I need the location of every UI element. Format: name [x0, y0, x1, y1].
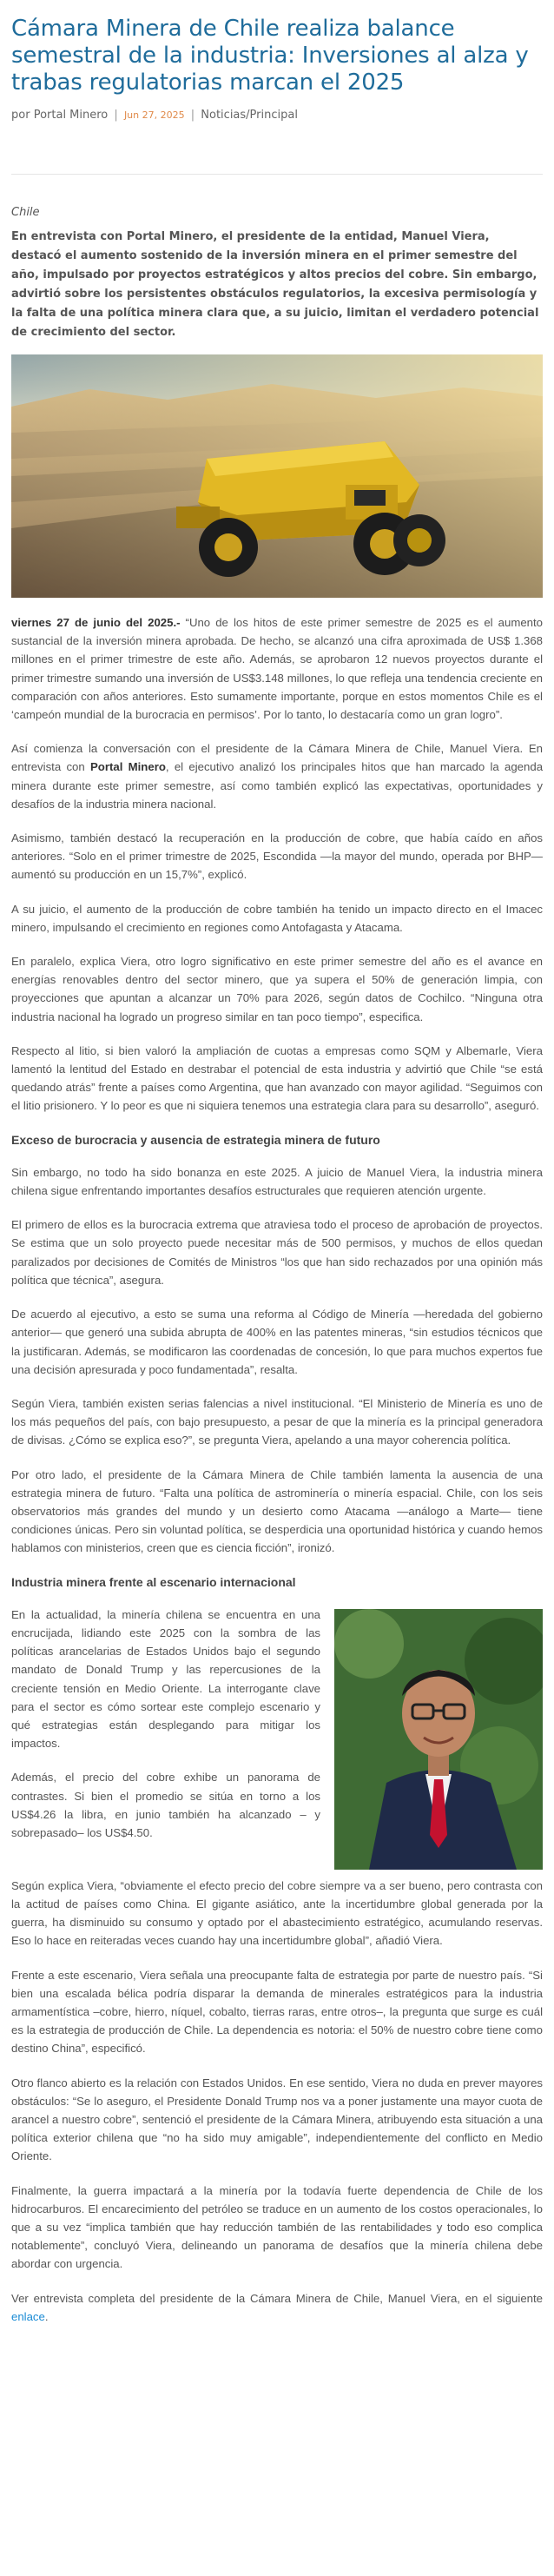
hero-image-mining-truck	[11, 354, 543, 598]
paragraph-text: “Uno de los hitos de este primer semestre de 2025 es el aumento sustancial de la inversión minera aprobada. De hecho, se alcanzó una cifra aproximada de US$ 1.368 millones en el primer trimestre de este año. Además, se aprobaron 12 nuevos proyectos durante el primer trimestre sumando una inversión de US$3.148 millones, lo que refleja una tendencia creciente en comparación con años anteriores. Esto sumamente importante, porque en estos momentos Chile es el ‘campeón mundial de la burocracia en permisos’. Por lo tanto, lo destacaría como un gran logro”.	[11, 616, 543, 722]
paragraph-text: Así comienza la conversación con el presidente de la Cámara Minera de Chile, Manuel Viera. En entrevista con	[11, 742, 543, 774]
paragraph: Sin embargo, no todo ha sido bonanza en este 2025. A juicio de Manuel Viera, la industria minera chilena sigue enfrentando importantes desafíos estructurales que requieren atención urgente.	[11, 1165, 543, 1198]
paragraph: De acuerdo al ejecutivo, a esto se suma una reforma al Código de Minería —heredada del gobierno anterior— que generó una subida abrupta de 400% en las patentes mineras, “sin estudios técnicos que la justificaran. Además, se modificaron las coordenadas de concesión, lo que para muchos expertos fue una decisión apresurada y poco fundamentada”, resalta.	[11, 1308, 543, 1376]
publish-date: Jun 27, 2025	[123, 109, 185, 121]
mining-truck-illustration	[11, 354, 543, 598]
paragraph: Finalmente, la guerra impactará a la minería por la todavía fuerte dependencia de Chile de los hidrocarburos. El encarecimiento del petróleo se traduce en un aumento de los costos operacionales, lo que a su vez “implica también que hay reducción también de las rentabilidades y todo eso complica notablemente”, concluyó Viera, delineando un panorama de desafíos que la minería chilena debe abordar con urgencia.	[11, 2183, 543, 2271]
author-link[interactable]: Portal Minero	[33, 109, 109, 122]
paragraph: Además, el precio del cobre exhibe un panorama de contrastes. Si bien el promedio se sitúa en torno a los US$4.26 la libra, en junio también ha alcanzado – y sobrepasado– los US$4.50.	[11, 1771, 320, 1839]
paragraph: Según explica Viera, “obviamente el efecto precio del cobre siempre va a ser bueno, pero contrasta con la actitud de países como China. El gigante asiático, ante la incertidumbre global generada por la guerra, ha disminuido su consumo y optado por el abastecimiento estratégico, acumulando reservas. Eso lo hace en reiteradas veces cuando hay una incertidumbre global”, añadió Viera.	[11, 1878, 543, 1948]
meta-separator: |	[190, 109, 195, 122]
article-title: Cámara Minera de Chile realiza balance semestral de la industria: Inversiones al alza y trabas regulatorias marcan el 2025	[11, 16, 529, 96]
interview-link[interactable]: enlace	[11, 2309, 45, 2323]
paragraph: Asimismo, también destacó la recuperación en la producción de cobre, que había caído en años anteriores. “Solo en el primer trimestre de 2025, Escondida —la mayor del mundo, operada por BHP— aumentó su producción en un 15,7%”, explicó.	[11, 831, 543, 882]
paragraph-text: .	[44, 2309, 49, 2323]
paragraph: Otro flanco abierto es la relación con Estados Unidos. En ese sentido, Viera no duda en prever mayores obstáculos: “Se lo aseguro, el Presidente Donald Trump nos va a poner justamente una mayor cuota de arancel a nuestro cobre”, sentenció el presidente de la Cámara Minera, atribuyendo esta situación a una política exterior chilena que “no ha sido muy amigable”, independientemente del conflicto en Medio Oriente.	[11, 2076, 543, 2163]
section-heading: Exceso de burocracia y ausencia de estrategia minera de futuro	[11, 1132, 380, 1147]
section-link[interactable]: Noticias/Principal	[201, 109, 298, 122]
article	[11, 0, 543, 2341]
paragraph: A su juicio, el aumento de la producción de cobre también ha tenido un impacto directo en el Imacec minero, impulsando el crecimiento en regiones como Antofagasta y Atacama.	[11, 902, 543, 934]
portrait-photo	[334, 1609, 543, 1870]
article-body	[11, 613, 543, 2326]
paragraph	[11, 2289, 543, 2326]
paragraph: Por otro lado, el presidente de la Cámara Minera de Chile también lamenta la ausencia de una estrategia minera de futuro. “Falta una política de astrominería o minería espacial. Chile, con los seis observatorios más grandes del mundo y un desierto como Atacama —análogo a Marte— tiene condiciones únicas. Pero sin voluntad política, se desperdicia una oportunidad histórica y cuando hemos hablamos con ministerios, creen que es ciencia ficción”, ironizó.	[11, 1467, 543, 1555]
meta-separator: |	[114, 109, 118, 122]
paragraph-text: , el ejecutivo analizó los principales hitos que han marcado la agenda minera durante este primer semestre, así como también explicó las expectativas, oportunidades y desafíos de la industria minera nacional.	[11, 760, 544, 811]
section-heading: Industria minera frente al escenario internacional	[11, 1574, 296, 1589]
paragraph	[11, 613, 543, 724]
paragraph: Respecto al litio, si bien valoró la ampliación de cuotas a empresas como SQM y Albemarle, Viera lamentó la lentitud del Estado en destrabar el potencial de esta industria y advirtió que Chile “se está quedando atrás” frente a países como Argentina, que han avanzado con mayor agilidad. “Seguimos con el litio prisionero. Y lo peor es que ni siquiera tenemos una estrategia clara para su desarrollo”, aseguró.	[11, 1043, 543, 1113]
divider	[11, 174, 543, 175]
paragraph	[11, 739, 543, 813]
paragraph-text: Ver entrevista completa del presidente de la Cámara Minera de Chile, Manuel Viera, en el siguiente	[11, 2291, 543, 2305]
paragraph: El primero de ellos es la burocracia extrema que atraviesa todo el proceso de aprobación de proyectos. Se estima que un solo proyecto puede necesitar más de 500 permisos, y muchos de ellos quedan paralizados por decisiones de Comités de Ministros “los que han sido rechazados por una opinión más política que técnica”, asegura.	[11, 1218, 543, 1287]
article-lead: En entrevista con Portal Minero, el presidente de la entidad, Manuel Viera, destacó el aumento sostenido de la inversión minera en el primer semestre del año, impulsado por proyectos estratégicos y altos precios del cobre. Sin embargo, advirtió sobre los persistentes obstáculos regulatorios, la excesiva permisología y la falta de una política minera clara que, a su juicio, limitan el verdadero potencial de crecimiento del sector.	[11, 230, 539, 339]
paragraph: Según Viera, también existen serias falencias a nivel institucional. “El Ministerio de Minería es uno de los más pequeños del país, con bajo presupuesto, a pesar de que la minería es la principal generadora de divisas. ¿Cómo se explica eso?”, se pregunta Viera, apelando a una mayor coherencia política.	[11, 1396, 543, 1447]
paragraph: Frente a este escenario, Viera señala una preocupante falta de estrategia por parte de nuestro país. “Si bien una escalada bélica podría disparar la demanda de minerales estratégicos para la industria armamentística –cobre, hierro, níquel, cobalto, tierras raras, entre otros–, la pregunta que surge es cuál es la estrategia de producción de Chile. La dependencia es notoria: el 50% de nuestro cobre tiene como destino China”, especificó.	[11, 1968, 543, 2056]
paragraph: En la actualidad, la minería chilena se encuentra en una encrucijada, lidiando este 2025 con la sombra de las políticas arancelarias de Estados Unidos bajo el segundo mandato de Donald Trump y las repercusiones de la creciente tensión en Medio Oriente. La interrogante clave para el sector es cómo sortear este complejo escenario y qué estrategias están desplegando para mitigar los impactos.	[11, 1607, 320, 1751]
category-label: Chile	[11, 206, 40, 219]
person-portrait-illustration	[334, 1609, 543, 1870]
author-prefix: por	[11, 109, 30, 122]
paragraph: En paralelo, explica Viera, otro logro significativo en este primer semestre del año es el avance en energías renovables dentro del sector minero, que ya supera el 50% de generación limpia, con proyecciones que apuntan a alcanzar un 70% para 2026, según datos de Cochilco. “Ninguna otra industria nacional ha logrado un progreso similar en tan poco tiempo”, especifica.	[11, 955, 543, 1023]
paragraph-dateline: viernes 27 de junio del 2025.-	[11, 616, 181, 629]
paragraph-emphasis: Portal Minero	[90, 760, 166, 774]
article-meta	[11, 109, 543, 122]
